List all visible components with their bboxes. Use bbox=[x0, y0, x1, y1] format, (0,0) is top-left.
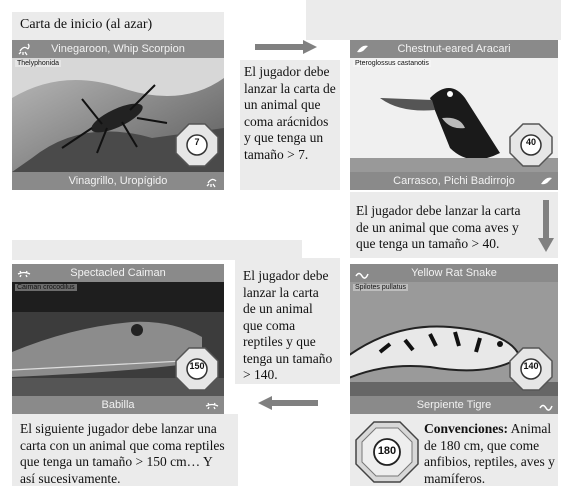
left-bg-panel bbox=[12, 240, 302, 260]
scorpion-icon bbox=[17, 40, 31, 58]
card-common-name-en: Spectacled Caiman bbox=[70, 267, 166, 279]
card-common-name-en: Yellow Rat Snake bbox=[411, 267, 497, 279]
card-aracari bbox=[350, 40, 558, 190]
card-common-name-en: Chestnut-eared Aracari bbox=[397, 43, 511, 55]
size-value: 7 bbox=[194, 137, 200, 147]
card-scientific-name: Spilotes pullatus bbox=[355, 284, 406, 291]
card-common-name-es: Serpiente Tigre bbox=[416, 399, 492, 411]
scorpion-icon bbox=[205, 172, 219, 190]
card-rat-snake bbox=[350, 264, 558, 414]
card-vinegaroon bbox=[12, 40, 224, 190]
size-value: 40 bbox=[525, 137, 536, 147]
card-common-name-es: Carrasco, Pichi Badirrojo bbox=[393, 175, 515, 187]
card-common-name-es: Babilla bbox=[101, 399, 135, 411]
arrow-left bbox=[258, 396, 318, 410]
right-bg-panel bbox=[306, 0, 561, 40]
card-bottom-bar bbox=[12, 396, 224, 414]
arrow-down bbox=[538, 200, 554, 252]
size-badge bbox=[174, 122, 220, 168]
card-top-bar bbox=[12, 264, 224, 282]
conventions-badge bbox=[354, 420, 420, 484]
size-badge bbox=[174, 346, 220, 392]
step1-text: El jugador debe lanzar la carta de un animal que coma arácnidos y que tenga un tamaño > 7. bbox=[244, 64, 336, 162]
lizard-icon bbox=[205, 396, 219, 414]
arrow-right bbox=[255, 40, 317, 54]
conventions-text bbox=[424, 421, 564, 487]
lizard-icon bbox=[17, 264, 31, 282]
card-scientific-name: Pteroglossus castanotis bbox=[355, 60, 429, 67]
card-caiman bbox=[12, 264, 224, 414]
conventions-title: Convenciones: bbox=[424, 421, 508, 436]
size-value: 150 bbox=[189, 361, 205, 371]
step2-text: El jugador debe lanzar la carta de un animal que coma aves y que tenga un tamaño > 40. bbox=[356, 203, 521, 251]
card-common-name-es: Vinagrillo, Uropígido bbox=[68, 175, 168, 187]
size-badge bbox=[508, 346, 554, 392]
start-card-label: Carta de inicio (al azar) bbox=[20, 17, 153, 32]
snake-icon bbox=[539, 396, 553, 414]
card-top-bar bbox=[12, 40, 224, 58]
card-bottom-bar bbox=[350, 396, 558, 414]
card-common-name-en: Vinegaroon, Whip Scorpion bbox=[51, 43, 185, 55]
card-scientific-name: Caiman crocodilus bbox=[17, 284, 75, 291]
card-bottom-bar bbox=[12, 172, 224, 190]
card-top-bar bbox=[350, 40, 558, 58]
step4-text: El siguiente jugador debe lanzar una carta con un animal que coma reptiles que tenga un tamaño > 150 cm… Y así sucesivamente. bbox=[20, 421, 225, 486]
snake-icon bbox=[355, 264, 369, 282]
size-value: 140 bbox=[523, 361, 539, 371]
card-scientific-name: Thelyphonida bbox=[17, 60, 60, 67]
step3-text: El jugador debe lanzar la carta de un animal que coma reptiles y que tenga un tamaño > 140. bbox=[243, 268, 333, 382]
card-top-bar bbox=[350, 264, 558, 282]
bird-icon bbox=[539, 172, 553, 190]
card-bottom-bar bbox=[350, 172, 558, 190]
conventions-description: Animal de 180 cm, que come anfibios, reptiles, aves y mamíferos. bbox=[424, 421, 555, 486]
conventions-size-value: 180 bbox=[377, 445, 397, 457]
bird-icon bbox=[355, 40, 369, 58]
size-badge bbox=[508, 122, 554, 168]
